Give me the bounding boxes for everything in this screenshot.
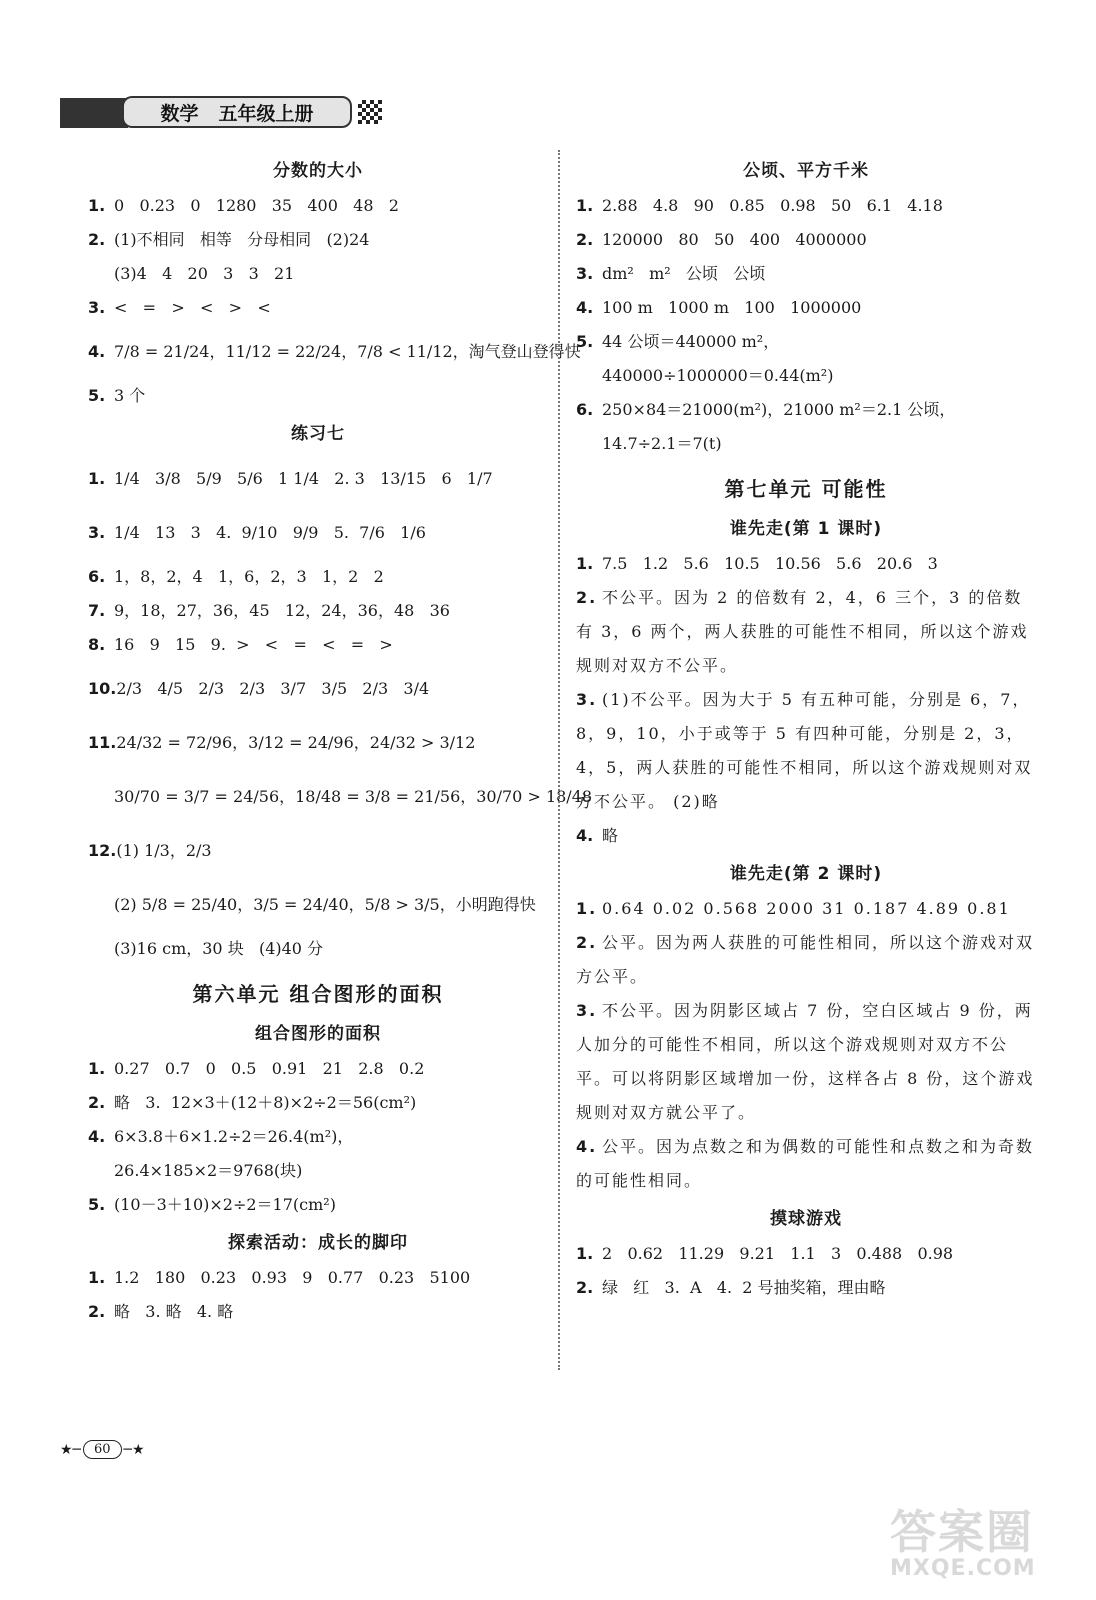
answer-text: 1/4 13 3 4. 9/10 9/9 5. 7/6 1/6 bbox=[114, 523, 426, 542]
answer-line bbox=[576, 1130, 1036, 1198]
answer-line bbox=[88, 325, 581, 379]
answer-line bbox=[88, 662, 548, 716]
answer-line bbox=[88, 878, 548, 932]
question-number: 2. bbox=[576, 230, 594, 249]
section-heading: 探索活动：成长的脚印 bbox=[228, 1233, 408, 1253]
header-dark-block bbox=[60, 98, 128, 128]
page-number: 60 bbox=[83, 1440, 122, 1459]
section-heading: 摸球游戏 bbox=[770, 1209, 842, 1229]
section-heading: 组合图形的面积 bbox=[255, 1024, 381, 1044]
answer-text: 24/32 = 72/96，3/12 = 24/96，24/32 > 3/12 bbox=[116, 733, 476, 752]
answer-text: 2.88 4.8 90 0.85 0.98 50 6.1 4.18 bbox=[602, 196, 943, 215]
answer-text: < = > < > < bbox=[114, 298, 271, 317]
answer-text: (1)不公平。因为大于 5 有五种可能，分别是 6，7，8，9，10，小于或等于 5 有四种可能，分别是 2，3，4，5，两人获胜的可能性不相同，所以这个游戏规则对双方不公平。 (2)略 bbox=[576, 690, 1033, 811]
star-icon: ★─ bbox=[60, 1441, 81, 1458]
answer-text: 44 公顷＝440000 m²， bbox=[602, 332, 780, 351]
answer-text: 绿 红 3. A 4. 2 号抽奖箱，理由略 bbox=[602, 1278, 886, 1297]
question-number: 11. bbox=[88, 733, 117, 752]
answer-text: 0.64 0.02 0.568 2000 31 0.187 4.89 0.81 bbox=[602, 899, 1011, 918]
answer-text: 6×3.8＋6×1.2÷2＝26.4(m²)， bbox=[114, 1127, 354, 1146]
question-number: 1. bbox=[88, 469, 106, 488]
answer-text: (1) 1/3，2/3 bbox=[116, 841, 212, 860]
answer-text: 不公平。因为 2 的倍数有 2，4，6 三个，3 的倍数有 3，6 两个，两人获胜的可能性不相同，所以这个游戏规则对双方不公平。 bbox=[576, 588, 1029, 675]
star-icon: ─★ bbox=[123, 1441, 145, 1458]
question-number: 2. bbox=[88, 1093, 106, 1112]
answer-text: (2) 5/8 = 25/40，3/5 = 24/40，5/8 > 3/5，小明跑得快 bbox=[114, 895, 536, 914]
answer-line bbox=[88, 560, 548, 594]
answer-text: 100 m 1000 m 100 1000000 bbox=[602, 298, 862, 317]
answer-text: 1，8，2，4 1，6，2，3 1，2 2 bbox=[114, 567, 384, 586]
watermark-brand: 答案圈 bbox=[890, 1505, 1034, 1559]
answer-line bbox=[88, 824, 548, 878]
question-number: 3. bbox=[576, 1001, 598, 1020]
answer-text: 0.27 0.7 0 0.5 0.91 21 2.8 0.2 bbox=[114, 1059, 425, 1078]
answer-text: (1)不相同 相等 分母相同 (2)24 bbox=[114, 230, 370, 249]
answer-text: 1/4 3/8 5/9 5/6 1 1/4 2. 3 13/15 6 1/7 bbox=[114, 469, 493, 488]
answer-line bbox=[88, 1154, 548, 1188]
answer-text: (10－3＋10)×2÷2＝17(cm²) bbox=[114, 1195, 336, 1214]
answer-text: 16 9 15 9. > < = < = > bbox=[114, 635, 393, 654]
answer-line bbox=[88, 1120, 548, 1154]
question-number: 12. bbox=[88, 841, 117, 860]
right-column bbox=[576, 150, 1036, 1305]
answer-line bbox=[88, 291, 548, 325]
watermark-site: MXQE.COM bbox=[890, 1556, 1036, 1581]
answer-text: 公平。因为点数之和为偶数的可能性和点数之和为奇数的可能性相同。 bbox=[576, 1137, 1035, 1190]
answer-line bbox=[88, 932, 548, 966]
answer-line bbox=[576, 547, 1036, 581]
answer-line bbox=[576, 994, 1036, 1130]
answer-line bbox=[88, 716, 548, 770]
answer-line bbox=[88, 1188, 548, 1222]
question-number: 10. bbox=[88, 679, 117, 698]
answer-line bbox=[576, 892, 1036, 926]
question-number: 7. bbox=[88, 601, 106, 620]
answer-text: 9，18，27，36，45 12，24，36，48 36 bbox=[114, 601, 450, 620]
answer-line bbox=[576, 581, 1036, 683]
section-heading: 谁先走(第 1 课时) bbox=[729, 519, 883, 539]
question-number: 5. bbox=[88, 386, 106, 405]
answer-line bbox=[88, 594, 548, 628]
header-title bbox=[122, 96, 352, 128]
answer-text: 略 3. 12×3＋(12＋8)×2÷2＝56(cm²) bbox=[114, 1093, 417, 1112]
left-column bbox=[88, 150, 593, 1329]
answer-text: 略 bbox=[602, 826, 619, 845]
question-number: 8. bbox=[88, 635, 106, 654]
question-number: 6. bbox=[88, 567, 106, 586]
question-number: 2. bbox=[576, 933, 598, 952]
answer-line bbox=[576, 1271, 1036, 1305]
question-number: 1. bbox=[576, 899, 598, 918]
answer-text: (3)16 cm，30 块 (4)40 分 bbox=[114, 939, 324, 958]
answer-text: 440000÷1000000＝0.44(m²) bbox=[602, 366, 834, 385]
question-number: 4. bbox=[576, 1137, 598, 1156]
answer-text: 120000 80 50 400 4000000 bbox=[602, 230, 867, 249]
question-number: 1. bbox=[88, 1268, 106, 1287]
answer-text: dm² m² 公顷 公顷 bbox=[602, 264, 766, 283]
answer-line bbox=[88, 1261, 548, 1295]
answer-line bbox=[576, 819, 1036, 853]
answer-line bbox=[88, 257, 548, 291]
question-number: 6. bbox=[576, 400, 594, 419]
section-heading: 谁先走(第 2 课时) bbox=[729, 864, 883, 884]
question-number: 4. bbox=[576, 298, 594, 317]
answer-text: (3)4 4 20 3 3 21 bbox=[114, 264, 295, 283]
question-number: 1. bbox=[576, 554, 594, 573]
page-footer bbox=[60, 1440, 145, 1459]
answer-text: 14.7÷2.1＝7(t) bbox=[602, 434, 722, 453]
section-heading: 分数的大小 bbox=[273, 161, 363, 181]
question-number: 3. bbox=[576, 264, 594, 283]
header-banner bbox=[60, 96, 372, 130]
answer-text: 公平。因为两人获胜的可能性相同，所以这个游戏对双方公平。 bbox=[576, 933, 1035, 986]
answer-line bbox=[88, 379, 548, 413]
unit-title: 第七单元 可能性 bbox=[724, 477, 888, 501]
answer-line bbox=[576, 257, 1036, 291]
column-divider bbox=[558, 150, 560, 1370]
answer-line bbox=[576, 1237, 1036, 1271]
answer-text: 7.5 1.2 5.6 10.5 10.56 5.6 20.6 3 bbox=[602, 554, 938, 573]
answer-text: 250×84＝21000(m²)，21000 m²＝2.1 公顷， bbox=[602, 400, 956, 419]
watermark-logo bbox=[890, 1496, 1080, 1596]
answer-line bbox=[88, 1295, 548, 1329]
answer-line bbox=[88, 1086, 548, 1120]
answer-line bbox=[88, 223, 548, 257]
question-number: 4. bbox=[88, 342, 106, 361]
answer-line bbox=[88, 628, 548, 662]
answer-line bbox=[576, 683, 1036, 819]
answer-text: 30/70 = 3/7 = 24/56，18/48 = 3/8 = 21/56，30/70 > 18/48 bbox=[114, 787, 593, 806]
answer-text: 不公平。因为阴影区域占 7 份，空白区域占 9 份，两人加分的可能性不相同，所以这个游戏规则对双方不公平。可以将阴影区域增加一份，这样各占 8 份，这个游戏规则对双方就公平了。 bbox=[576, 1001, 1035, 1122]
answer-text: 7/8 = 21/24，11/12 = 22/24，7/8 < 11/12，淘气登山登得快 bbox=[114, 342, 581, 361]
section-heading: 练习七 bbox=[291, 424, 345, 444]
question-number: 3. bbox=[88, 298, 106, 317]
question-number: 5. bbox=[88, 1195, 106, 1214]
answer-line bbox=[88, 770, 593, 824]
question-number: 5. bbox=[576, 332, 594, 351]
question-number: 2. bbox=[88, 1302, 106, 1321]
answer-text: 2 0.62 11.29 9.21 1.1 3 0.488 0.98 bbox=[602, 1244, 954, 1263]
question-number: 3. bbox=[88, 523, 106, 542]
question-number: 3. bbox=[576, 690, 598, 709]
answer-line bbox=[576, 189, 1036, 223]
question-number: 1. bbox=[88, 1059, 106, 1078]
answer-line bbox=[576, 393, 1036, 427]
unit-title: 第六单元 组合图形的面积 bbox=[192, 982, 444, 1006]
answer-line bbox=[576, 223, 1036, 257]
question-number: 2. bbox=[576, 1278, 594, 1297]
answer-line bbox=[576, 926, 1036, 994]
answer-text: 1.2 180 0.23 0.93 9 0.77 0.23 5100 bbox=[114, 1268, 471, 1287]
checker-icon bbox=[358, 100, 382, 124]
answer-line bbox=[88, 506, 548, 560]
answer-line bbox=[576, 427, 1036, 461]
answer-text: 略 3. 略 4. 略 bbox=[114, 1302, 234, 1321]
section-heading: 公顷、平方千米 bbox=[743, 161, 869, 181]
question-number: 2. bbox=[576, 588, 598, 607]
answer-line bbox=[88, 452, 548, 506]
answer-line bbox=[576, 291, 1036, 325]
answer-text: 26.4×185×2＝9768(块) bbox=[114, 1161, 303, 1180]
header-grade: 五年级上册 bbox=[218, 102, 314, 125]
question-number: 4. bbox=[576, 826, 594, 845]
answer-text: 0 0.23 0 1280 35 400 48 2 bbox=[114, 196, 399, 215]
header-subject: 数学 bbox=[160, 102, 199, 125]
question-number: 1. bbox=[88, 196, 106, 215]
question-number: 1. bbox=[576, 196, 594, 215]
question-number: 1. bbox=[576, 1244, 594, 1263]
answer-text: 3 个 bbox=[114, 386, 146, 405]
answer-line bbox=[88, 1052, 548, 1086]
answer-line bbox=[88, 189, 548, 223]
question-number: 4. bbox=[88, 1127, 106, 1146]
question-number: 2. bbox=[88, 230, 106, 249]
answer-line bbox=[576, 325, 1036, 359]
answer-line bbox=[576, 359, 1036, 393]
answer-text: 2/3 4/5 2/3 2/3 3/7 3/5 2/3 3/4 bbox=[116, 679, 430, 698]
